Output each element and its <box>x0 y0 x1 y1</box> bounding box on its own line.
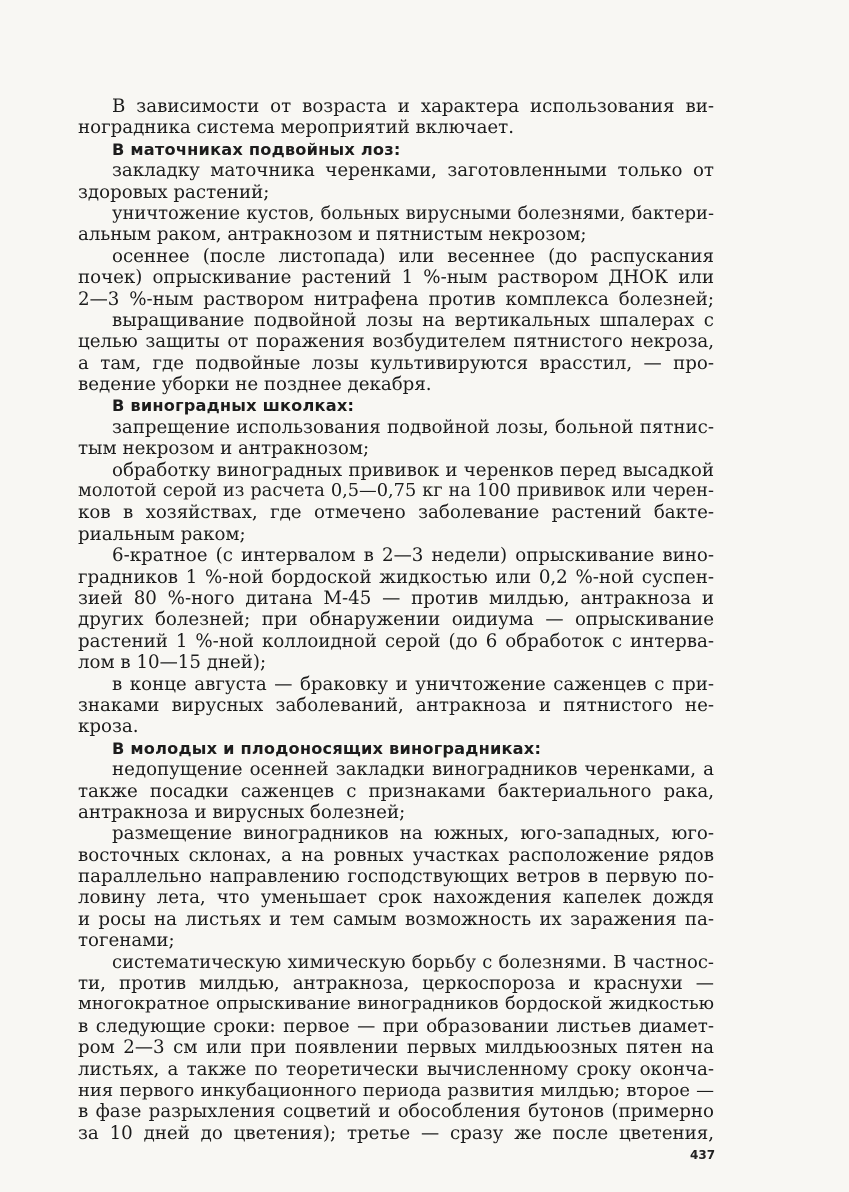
body-text <box>78 96 714 1144</box>
text-line: растений 1 %-ной коллоидной серой (до 6 обработок с интерва- <box>78 630 714 652</box>
text-line: ноградника система мероприятий включает. <box>78 117 515 139</box>
text-line: почек) опрыскивание растений 1 %-ным раствором ДНОК или <box>78 267 714 289</box>
text-line: размещение виноградников на южных, юго-западных, юго- <box>112 823 714 845</box>
page-number: 437 <box>690 1148 716 1162</box>
text-line: осеннее (после листопада) или весеннее (до распускания <box>112 245 714 267</box>
section-heading: В молодых и плодоносящих виноградниках: <box>112 738 542 758</box>
text-line: 6-кратное (с интервалом в 2—3 недели) опрыскивание вино- <box>112 545 714 567</box>
text-line: листьях, а также по теоретически вычисленному сроку оконча- <box>78 1058 714 1080</box>
text-line: систематическую химическую борьбу с болезнями. В частнос- <box>112 951 714 973</box>
text-line: ведение уборки не позднее декабря. <box>78 374 432 396</box>
text-line: выращивание подвойной лозы на вертикальных шпалерах с <box>112 309 714 331</box>
text-line: молотой серой из расчета 0,5—0,75 кг на 100 прививок или черен- <box>78 481 714 502</box>
text-line: ния первого инкубационного периода развития милдью; второе — <box>78 1079 714 1101</box>
text-line: в следующие сроки: первое — при образовании листьев диамет- <box>78 1015 714 1037</box>
text-line: недопущение осенней закладки виноградников черенками, а <box>112 759 714 781</box>
text-line: ти, против милдью, антракноза, церкоспороза и краснухи — <box>78 973 714 995</box>
text-line: запрещение использования подвойной лозы, больной пятнис- <box>112 416 714 438</box>
text-line: параллельно направлению господствующих ветров в первую по- <box>78 866 714 888</box>
text-line: многократное опрыскивание виноградников бордоской жидкостью <box>78 994 714 1015</box>
text-line: уничтожение кустов, больных вирусными болезнями, бактери- <box>112 202 714 224</box>
text-line: а там, где подвойные лозы культивируются врасстил, — про- <box>78 352 714 374</box>
section-heading: В виноградных школках: <box>112 396 355 416</box>
text-line: В зависимости от возраста и характера использования ви- <box>112 96 714 117</box>
text-line: антракноза и вирусных болезней; <box>78 801 406 823</box>
text-line: за 10 дней до цветения); третье — сразу же после цветения, <box>78 1122 714 1144</box>
text-line: обработку виноградных прививок и черенков перед высадкой <box>112 459 714 481</box>
text-line: других болезней; при обнаружении оидиума — опрыскивание <box>78 609 714 631</box>
text-line: тым некрозом и антракнозом; <box>78 438 370 460</box>
text-line: также посадки саженцев с признаками бактериального рака, <box>78 780 714 802</box>
text-line: ков в хозяйствах, где отмечено заболевание растений бакте- <box>78 502 714 524</box>
section-heading: В маточниках подвойных лоз: <box>112 139 401 159</box>
text-line: кроза. <box>78 716 139 738</box>
text-line: целью защиты от поражения возбудителем пятнистого некроза, <box>78 331 714 353</box>
text-line: лом в 10—15 дней); <box>78 652 267 674</box>
text-line: здоровых растений; <box>78 181 270 203</box>
text-line: знаками вирусных заболеваний, антракноза и пятнистого не- <box>78 694 714 716</box>
text-line: риальным раком; <box>78 523 246 545</box>
text-line: ловину лета, что уменьшает срок нахождения капелек дождя <box>78 887 714 909</box>
text-line: 2—3 %-ным раствором нитрафена против комплекса болезней; <box>78 288 714 310</box>
text-line: и росы на листьях и тем самым возможность их заражения па- <box>78 908 714 930</box>
text-line: закладку маточника черенками, заготовленными только от <box>112 160 714 182</box>
text-line: альным раком, антракнозом и пятнистым некрозом; <box>78 224 587 246</box>
text-line: восточных склонах, а на ровных участках расположение рядов <box>78 844 714 866</box>
text-line: в фазе разрыхления соцветий и обособления бутонов (примерно <box>78 1101 714 1123</box>
text-line: в конце августа — браковку и уничтожение саженцев с при- <box>112 673 714 695</box>
text-line: зией 80 %-ного дитана М-45 — против милдью, антракноза и <box>78 587 714 609</box>
text-line: ром 2—3 см или при появлении первых милдьюозных пятен на <box>78 1037 714 1059</box>
text-line: тогенами; <box>78 930 175 952</box>
text-line: градников 1 %-ной бордоской жидкостью или 0,2 %-ной суспен- <box>78 566 714 588</box>
